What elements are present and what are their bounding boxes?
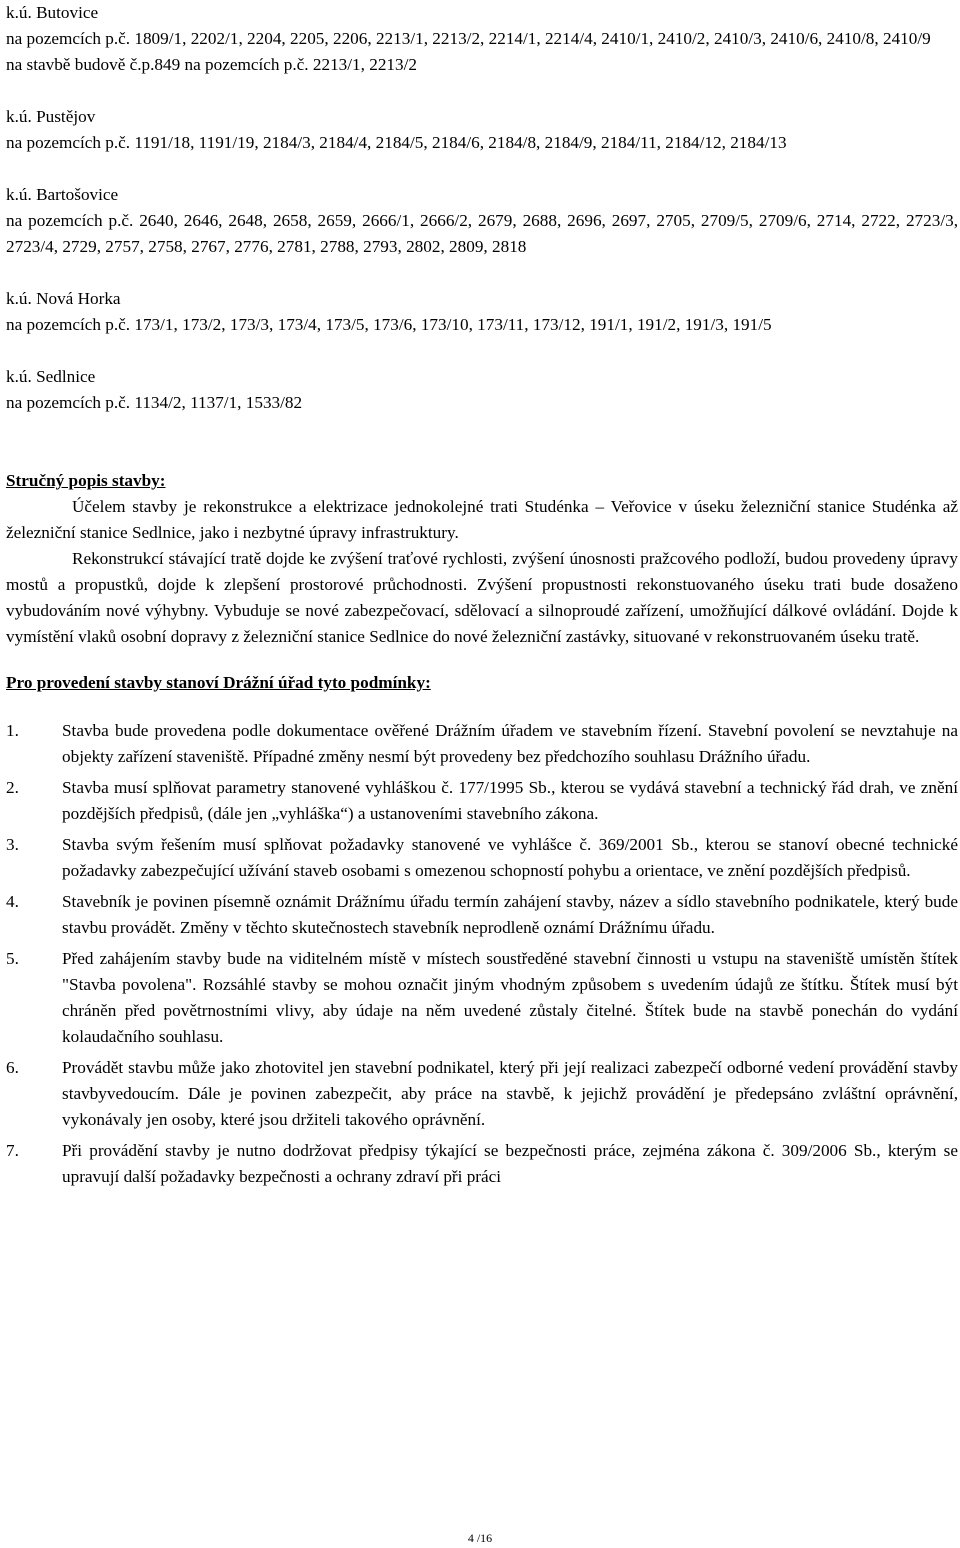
condition-number: 1. — [6, 721, 19, 740]
condition-number: 6. — [6, 1058, 19, 1077]
condition-number: 2. — [6, 778, 19, 797]
cadastral-block-pustejov — [6, 104, 958, 156]
document-page — [6, 0, 958, 1195]
condition-item — [6, 718, 958, 770]
cadastral-parcels: na pozemcích p.č. 1809/1, 2202/1, 2204, 2205, 2206, 2213/1, 2213/2, 2214/1, 2214/4, 2410/1, 2410/2, 2410/3, 2410/6, 2410/8, 2410/9 — [6, 29, 931, 48]
condition-number: 5. — [6, 949, 19, 968]
condition-text: Stavebník je povinen písemně oznámit Drážnímu úřadu termín zahájení stavby, název a sídlo stavebního podnikatele, který bude stavbu provádět. Změny v těchto skutečnostech stavebník neprodleně oznámí Drážnímu úřadu. — [62, 892, 958, 937]
cadastral-parcels: na pozemcích p.č. 1134/2, 1137/1, 1533/82 — [6, 393, 303, 412]
condition-text: Stavba bude provedena podle dokumentace ověřené Drážním úřadem ve stavebním řízení. Stavební povolení se nevztahuje na objekty zařízení staveniště. Případné změny nesmí být provedeny bez předchozího souhlasu Drážního úřadu. — [62, 721, 958, 766]
conditions-list — [6, 718, 958, 1190]
cadastral-area: k.ú. Nová Horka — [6, 289, 121, 308]
cadastral-block-bartosovice — [6, 182, 958, 260]
description-paragraph: Rekonstrukcí stávající tratě dojde ke zvýšení traťové rychlosti, zvýšení únosnosti pražcového podloží, budou provedeny úpravy mostů a propustků, dojde k zlepšení prostorové průchodnosti. Zvýšení propustnosti rekonstuovaného úseku trati bude dosaženo vybudováním nové výhybny. Vybuduje se nové zabezpečovací, sdělovací a silnoproudé zařízení, umožňující dálkové ovládání. Dojde k vymístění vlaků osobní dopravy z železniční stanice Sedlnice do nové železniční zastávky, situované v rekonstruovaném úseku tratě. — [6, 549, 958, 646]
cadastral-parcels: na pozemcích p.č. 2640, 2646, 2648, 2658, 2659, 2666/1, 2666/2, 2679, 2688, 2696, 2697, 2705, 2709/5, 2709/6, 2714, 2722, 2723/3, 2723/4, 2729, 2757, 2758, 2767, 2776, 2781, 2788, 2793, 2802, 2809, 2818 — [6, 211, 958, 256]
cadastral-block-sedlnice — [6, 364, 958, 416]
cadastral-area: k.ú. Pustějov — [6, 107, 96, 126]
description-heading: Stručný popis stavby: — [6, 471, 166, 490]
condition-item — [6, 889, 958, 941]
condition-number: 7. — [6, 1141, 19, 1160]
description-paragraph: Účelem stavby je rekonstrukce a elektrizace jednokolejné trati Studénka – Veřovice v úseku železniční stanice Studénka až železniční stanice Sedlnice, jako i nezbytné úpravy infrastruktury. — [6, 497, 958, 542]
description-body — [6, 494, 958, 650]
condition-item — [6, 775, 958, 827]
condition-item — [6, 832, 958, 884]
condition-number: 3. — [6, 835, 19, 854]
cadastral-parcels: na pozemcích p.č. 1191/18, 1191/19, 2184/3, 2184/4, 2184/5, 2184/6, 2184/8, 2184/9, 2184/11, 2184/12, 2184/13 — [6, 133, 787, 152]
condition-item — [6, 1138, 958, 1190]
cadastral-area: k.ú. Butovice — [6, 3, 99, 22]
cadastral-building: na stavbě budově č.p.849 na pozemcích p.č. 2213/1, 2213/2 — [6, 55, 417, 74]
condition-text: Stavba svým řešením musí splňovat požadavky stanovené ve vyhlášce č. 369/2001 Sb., kterou se stanoví obecné technické požadavky zabezpečující užívání staveb osobami s omezenou schopností pohybu a orientace, ve znění pozdějších předpisů. — [62, 835, 958, 880]
condition-number: 4. — [6, 892, 19, 911]
condition-text: Provádět stavbu může jako zhotovitel jen stavební podnikatel, který při její realizaci zabezpečí odborné vedení provádění stavby stavbyvedoucím. Dále je povinen zabezpečit, aby práce na stavbě, k jejichž provádění je předepsáno zvláštní oprávnění, vykonávaly jen osoby, které jsou držiteli takového oprávnění. — [62, 1058, 958, 1129]
condition-item — [6, 1055, 958, 1133]
cadastral-block-butovice — [6, 0, 958, 78]
condition-text: Při provádění stavby je nutno dodržovat předpisy týkající se bezpečnosti práce, zejména zákona č. 309/2006 Sb., kterým se upravují další požadavky bezpečnosti a ochrany zdraví při práci — [62, 1141, 958, 1186]
condition-item — [6, 946, 958, 1050]
cadastral-parcels: na pozemcích p.č. 173/1, 173/2, 173/3, 173/4, 173/5, 173/6, 173/10, 173/11, 173/12, 191/1, 191/2, 191/3, 191/5 — [6, 315, 772, 334]
page-number: 4 /16 — [467, 1531, 493, 1545]
condition-text: Stavba musí splňovat parametry stanovené vyhláškou č. 177/1995 Sb., kterou se vydává stavební a technický řád drah, ve znění pozdějších předpisů, (dále jen „vyhláška“) a ustanoveními stavebního zákona. — [62, 778, 958, 823]
cadastral-area: k.ú. Bartošovice — [6, 185, 119, 204]
condition-text: Před zahájením stavby bude na viditelném místě v místech soustředěné stavební činnosti u vstupu na staveniště umístěn štítek "Stavba povolena". Rozsáhlé stavby se mohou označit jiným vhodným způsobem s uvedením údajů ze štítku. Štítek musí být chráněn před povětrnostními vlivy, aby údaje na něm uvedené zůstaly čitelné. Štítek bude na stavbě ponechán do vydání kolaudačního souhlasu. — [62, 949, 958, 1046]
cadastral-block-nova-horka — [6, 286, 958, 338]
conditions-heading: Pro provedení stavby stanoví Drážní úřad tyto podmínky: — [6, 673, 431, 692]
cadastral-area: k.ú. Sedlnice — [6, 367, 96, 386]
